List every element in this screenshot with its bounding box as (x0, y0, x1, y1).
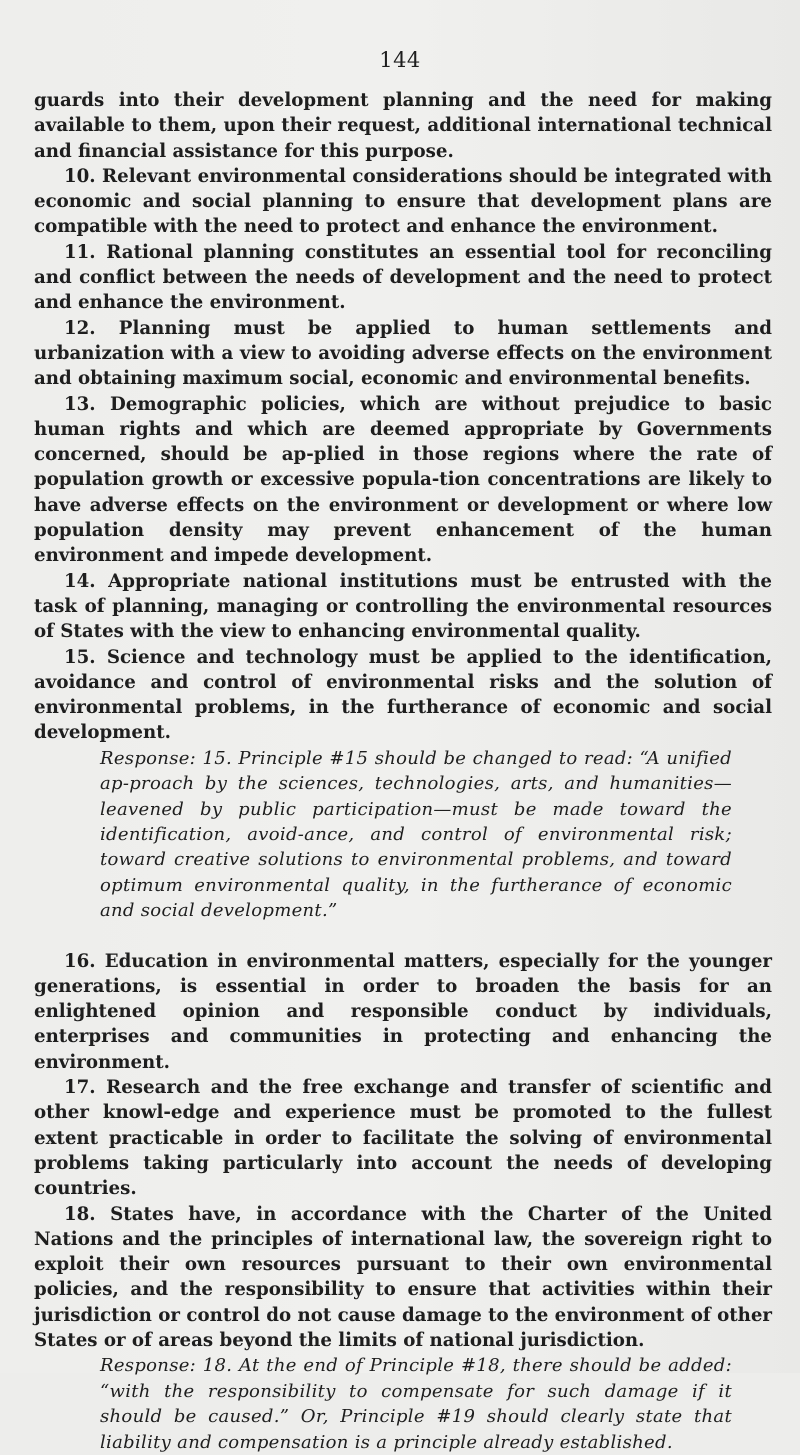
principle-13: 13. Demographic policies, which are without prejudice to basic human rights and which are deemed appropriate by Governments concerned, should be ap-plied in those regions where the rate of population growth or excessive popula-tion concentrations are likely to have adverse effects on the environment or development or where low population density may prevent enhancement of the human environment and impede development. (34, 393, 772, 567)
principle-18: 18. States have, in accordance with the Charter of the United Nations and the principles of international law, the sovereign right to exploit their own resources pursuant to their own environmental policies, and the responsibility to ensure that activities within their jurisdiction or control do not cause damage to the environment of other States or of areas beyond the limits of national jurisdiction. (34, 1203, 772, 1352)
principle-10: 10. Relevant environmental considerations should be integrated with economic and social planning to ensure that development plans are compatible with the need to protect and enhance the environment. (34, 165, 772, 238)
response-18: Response: 18. At the end of Principle #18, there should be added: “with the responsibility to compensate for such damage if it should be caused.” Or, Principle #19 should clearly state that liability and compensation is a principle already established. (100, 1355, 732, 1453)
principle-11: 11. Rational planning constitutes an essential tool for reconciling and conflict between the needs of development and the need to protect and enhance the environment. (34, 241, 772, 314)
principle-16: 16. Education in environmental matters, especially for the younger generations, is essential in order to broaden the basis for an enlightened opinion and responsible conduct by individuals, enterprises and communities in protecting and enhancing the environment. (34, 950, 772, 1073)
paragraph-continuation: guards into their development planning and the need for making available to them, upon their request, additional international technical and financial assistance for this purpose. (34, 90, 772, 162)
page-number: 144 (379, 48, 421, 72)
principle-12: 12. Planning must be applied to human settlements and urbanization with a view to avoiding adverse effects on the environment and obtaining maximum social, economic and environmental benefits. (34, 317, 772, 390)
principle-17: 17. Research and the free exchange and transfer of scientific and other knowl-edge and experience must be promoted to the fullest extent practicable in order to facilitate the solving of environmental problems taking particularly into account the needs of developing countries. (34, 1077, 772, 1200)
principle-14: 14. Appropriate national institutions must be entrusted with the task of planning, managing or controlling the environmental resources of States with the view to enhancing environmental quality. (34, 570, 772, 643)
principle-15: 15. Science and technology must be applied to the identification, avoidance and control of environmental risks and the solution of environmental problems, in the furtherance of economic and social development. (34, 646, 772, 744)
response-15: Response: 15. Principle #15 should be changed to read: “A unified ap-proach by the sciences, technologies, arts, and humanities—leavened by public participation—must be made toward the identification, avoid-ance, and control of environmental risk; toward creative solutions to environmental problems, and toward optimum environmental quality, in the furtherance of economic and social development.” (100, 747, 732, 922)
document-body (34, 88, 772, 1455)
